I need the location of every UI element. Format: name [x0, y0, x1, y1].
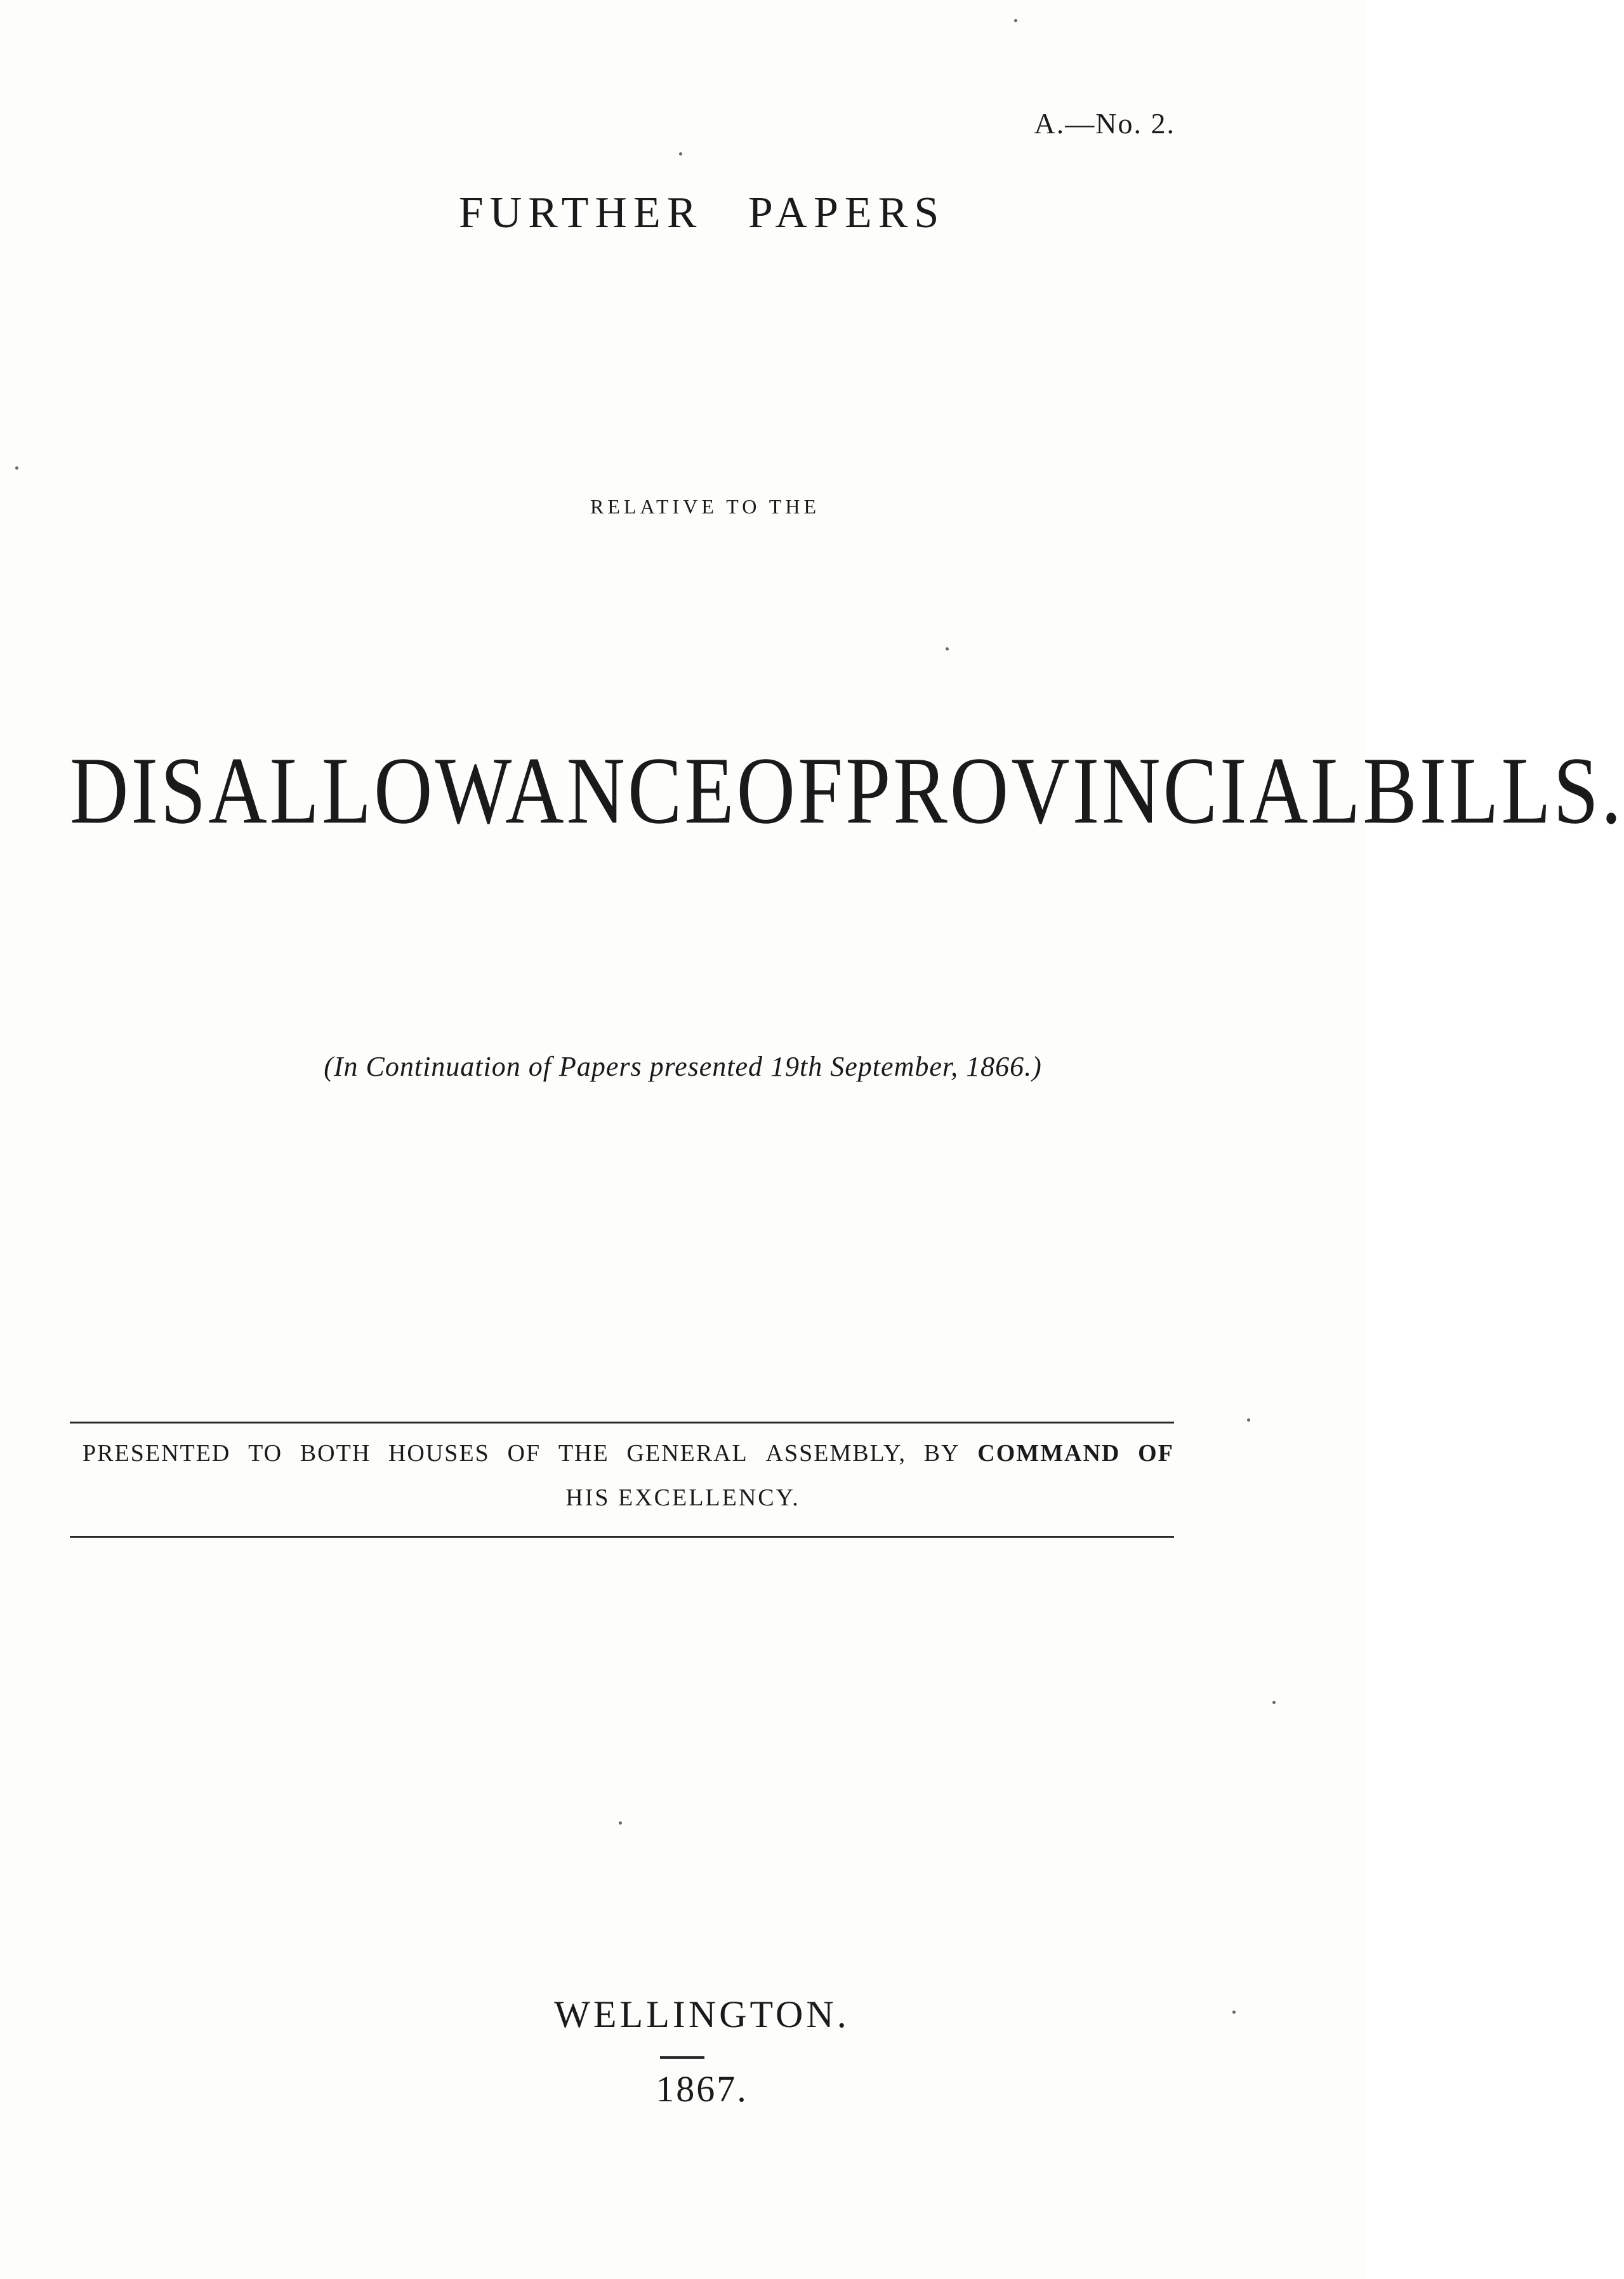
- heading-further-papers: [0, 188, 1366, 239]
- divider-rule-bottom: [70, 1536, 1174, 1538]
- heading-word: PAPERS: [748, 188, 946, 237]
- presented-word: GENERAL: [626, 1440, 748, 1467]
- scan-speck: [1014, 19, 1017, 22]
- presented-line: [83, 1439, 1174, 1467]
- presented-word: ASSEMBLY,: [765, 1440, 907, 1467]
- title-word: OF: [736, 737, 846, 844]
- heading-word: FURTHER: [458, 188, 703, 237]
- presented-word: TO: [248, 1440, 283, 1467]
- presented-word: OF: [1138, 1440, 1174, 1467]
- presented-word: HOUSES: [388, 1440, 490, 1467]
- relative-to-line: RELATIVE TO THE: [590, 495, 820, 518]
- presented-line-continuation: HIS EXCELLENCY.: [565, 1484, 800, 1511]
- scan-speck: [946, 647, 949, 651]
- continuation-note: (In Continuation of Papers presented 19th September, 1866.): [324, 1051, 1042, 1082]
- year-of-publication: 1867.: [656, 2068, 748, 2110]
- main-title: [70, 737, 1624, 844]
- title-word: PROVINCIAL: [845, 737, 1363, 844]
- place-of-publication: WELLINGTON.: [554, 1993, 850, 2035]
- presented-word: COMMAND: [977, 1440, 1121, 1467]
- paper-reference-number: A.—No. 2.: [1034, 107, 1175, 140]
- presented-word: PRESENTED: [83, 1440, 231, 1467]
- title-word: DISALLOWANCE: [70, 737, 737, 844]
- divider-rule-top: [70, 1422, 1174, 1424]
- title-word: BILLS.: [1363, 737, 1624, 844]
- scan-speck: [15, 466, 18, 470]
- presented-word: BY: [923, 1440, 960, 1467]
- scan-speck: [679, 152, 682, 155]
- presented-word: THE: [558, 1440, 609, 1467]
- scan-speck: [1247, 1418, 1250, 1422]
- scan-speck: [619, 1821, 622, 1825]
- presented-word: BOTH: [300, 1440, 371, 1467]
- scan-speck: [1232, 2011, 1236, 2014]
- scan-speck: [1272, 1701, 1276, 1704]
- short-divider-rule: [660, 2056, 704, 2059]
- presented-word: OF: [507, 1440, 541, 1467]
